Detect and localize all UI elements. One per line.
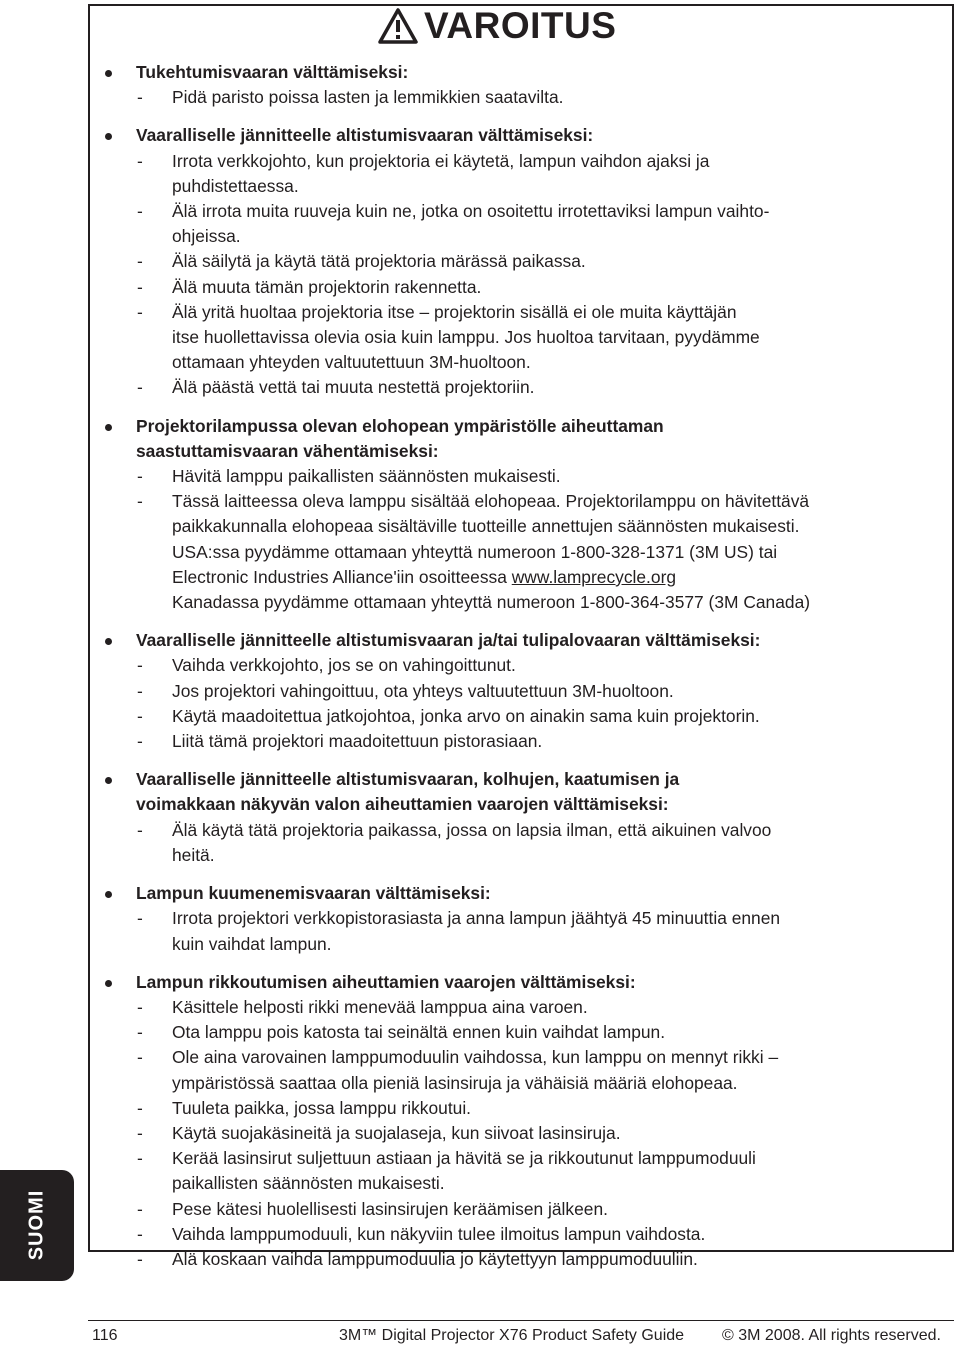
- list-item: - Kerää lasinsirut suljettuun astiaan ja hävitä se ja rikkoutunut lamppumoduuli paikallisten säännösten mukaisesti.: [137, 1148, 756, 1194]
- footer-title: 3M™ Digital Projector X76 Product Safety Guide: [339, 1327, 685, 1344]
- list-item: - Irrota projektori verkkopistorasiasta ja anna lampun jäähtyä 45 minuuttia ennen kuin vaihdat lampun.: [137, 908, 781, 954]
- bullet-dot: [105, 980, 112, 987]
- list-item: - Älä yritä huoltaa projektoria itse – projektorin sisällä ei ole muita käyttäjän itse huollettavissa olevia osia kuin lamppu. Jos huoltoa tarvitaan, pyydämme ottamaan yhteyden valtuutettuun 3M-huoltoon.: [137, 301, 760, 373]
- section-fire: [105, 628, 950, 754]
- section-title: Lampun kuumenemisvaaran välttämiseksi:: [105, 881, 950, 906]
- page-number: 116: [92, 1327, 118, 1344]
- item-list: [105, 464, 950, 615]
- language-tab-label: SUOMI: [25, 1189, 48, 1261]
- section-lamp-breakage: [105, 970, 950, 1272]
- list-item: - Pidä paristo poissa lasten ja lemmikkien saatavilta.: [137, 87, 564, 108]
- list-item: - Käytä maadoitettua jatkojohtoa, jonka arvo on ainakin sama kuin projektorin.: [137, 705, 760, 726]
- list-item: - Ota lamppu pois katosta tai seinältä ennen kuin vaihdat lampun.: [137, 1022, 666, 1043]
- warning-triangle-icon: [378, 8, 418, 44]
- list-item: - Älä päästä vettä tai muuta nestettä projektoriin.: [137, 377, 535, 398]
- list-item: - Hävitä lamppu paikallisten säännösten mukaisesti.: [137, 466, 561, 487]
- list-item: - Liitä tämä projektori maadoitettuun pistorasiaan.: [137, 731, 543, 752]
- list-item: - Vaihda lamppumoduuli, kun näkyviin tulee ilmoitus lampun vaihdosta.: [137, 1223, 706, 1244]
- section-title: Vaaralliselle jännitteelle altistumisvaaran ja/tai tulipalovaaran välttämiseksi:: [105, 628, 950, 653]
- item-list: [105, 653, 950, 754]
- lamprecycle-link[interactable]: www.lamprecycle.org: [511, 566, 677, 587]
- section-suffocation: [105, 60, 950, 110]
- list-item: - Älä koskaan vaihda lamppumoduulia jo käytettyyn lamppumoduuliin.: [137, 1248, 698, 1269]
- list-item: - Pese kätesi huolellisesti lasinsirujen keräämisen jälkeen.: [137, 1198, 608, 1219]
- warning-header: [378, 6, 616, 46]
- bullet-dot: [105, 424, 112, 431]
- footer-divider: [88, 1320, 954, 1321]
- list-item: - Käsittele helposti rikki menevää lamppua aina varoen.: [137, 996, 588, 1017]
- list-item: - Vaihda verkkojohto, jos se on vahingoittunut.: [137, 655, 516, 676]
- warning-title: VAROITUS: [424, 5, 617, 46]
- bullet-dot: [105, 70, 112, 77]
- section-mercury: [105, 414, 950, 616]
- list-item: - Älä irrota muita ruuveja kuin ne, jotka on osoitettu irrotettaviksi lampun vaihto- ohjeissa.: [137, 201, 770, 247]
- item-list: [105, 818, 950, 868]
- list-item: - Älä säilytä ja käytä tätä projektoria märässä paikassa.: [137, 251, 586, 272]
- item-list: [105, 85, 950, 110]
- warning-content: [105, 60, 950, 1285]
- item-list: [105, 995, 950, 1272]
- bullet-dot: [105, 891, 112, 898]
- bullet-dot: [105, 777, 112, 784]
- section-title: Projektorilampussa olevan elohopean ympäristölle aiheuttaman saastuttamisvaaran vähentämiseksi:: [105, 414, 950, 464]
- item-list: [105, 906, 950, 956]
- bullet-dot: [105, 638, 112, 645]
- list-item: - Älä muuta tämän projektorin rakennetta.: [137, 276, 482, 297]
- section-title: Lampun rikkoutumisen aiheuttamien vaarojen välttämiseksi:: [105, 970, 950, 995]
- section-title: Vaaralliselle jännitteelle altistumisvaaran välttämiseksi:: [105, 123, 950, 148]
- list-item: - Irrota verkkojohto, kun projektoria ei käytetä, lampun vaihdon ajaksi ja puhdistettaessa.: [137, 150, 710, 196]
- section-lamp-heat: [105, 881, 950, 957]
- section-title: Tukehtumisvaaran välttämiseksi:: [105, 60, 950, 85]
- list-item: - Jos projektori vahingoittuu, ota yhteys valtuutettuun 3M-huoltoon.: [137, 680, 674, 701]
- list-item: - Tässä laitteessa oleva lamppu sisältää elohopeaa. Projektorilamppu on hävitettävä paikkakunnalla elohopeaa sisältäville tuotteille annettujen säännösten mukaisesti. USA:ssa pyydämme ottamaan yhteyttä numeroon 1-800-328-1371 (3M US) tai Electronic Industries Alliance'iin osoitteessa www.lamprecycle.org Kanadassa pyydämme ottamaan yhteyttä numeroon 1-800-364-3577 (3M Canada): [137, 491, 811, 613]
- list-item: - Tuuleta paikka, jossa lamppu rikkoutui.: [137, 1097, 472, 1118]
- list-item: - Ole aina varovainen lamppumoduulin vaihdossa, kun lamppu on mennyt rikki – ympäristössä saattaa olla pieniä lasinsiruja ja vähäisiä määriä elohopeaa.: [137, 1047, 779, 1093]
- list-item: - Älä käytä tätä projektoria paikassa, jossa on lapsia ilman, että aikuinen valvoo heitä.: [137, 819, 772, 865]
- section-impact-light: [105, 767, 950, 868]
- list-item: - Käytä suojakäsineitä ja suojalaseja, kun siivoat lasinsiruja.: [137, 1122, 621, 1143]
- section-electric-shock: [105, 123, 950, 400]
- section-title: Vaaralliselle jännitteelle altistumisvaaran, kolhujen, kaatumisen ja voimakkaan näkyvän valon aiheuttamien vaarojen välttämiseksi:: [105, 767, 950, 817]
- footer-copyright: © 3M 2008. All rights reserved.: [722, 1327, 941, 1344]
- item-list: [105, 149, 950, 401]
- bullet-dot: [105, 133, 112, 140]
- language-tab: [0, 1170, 74, 1281]
